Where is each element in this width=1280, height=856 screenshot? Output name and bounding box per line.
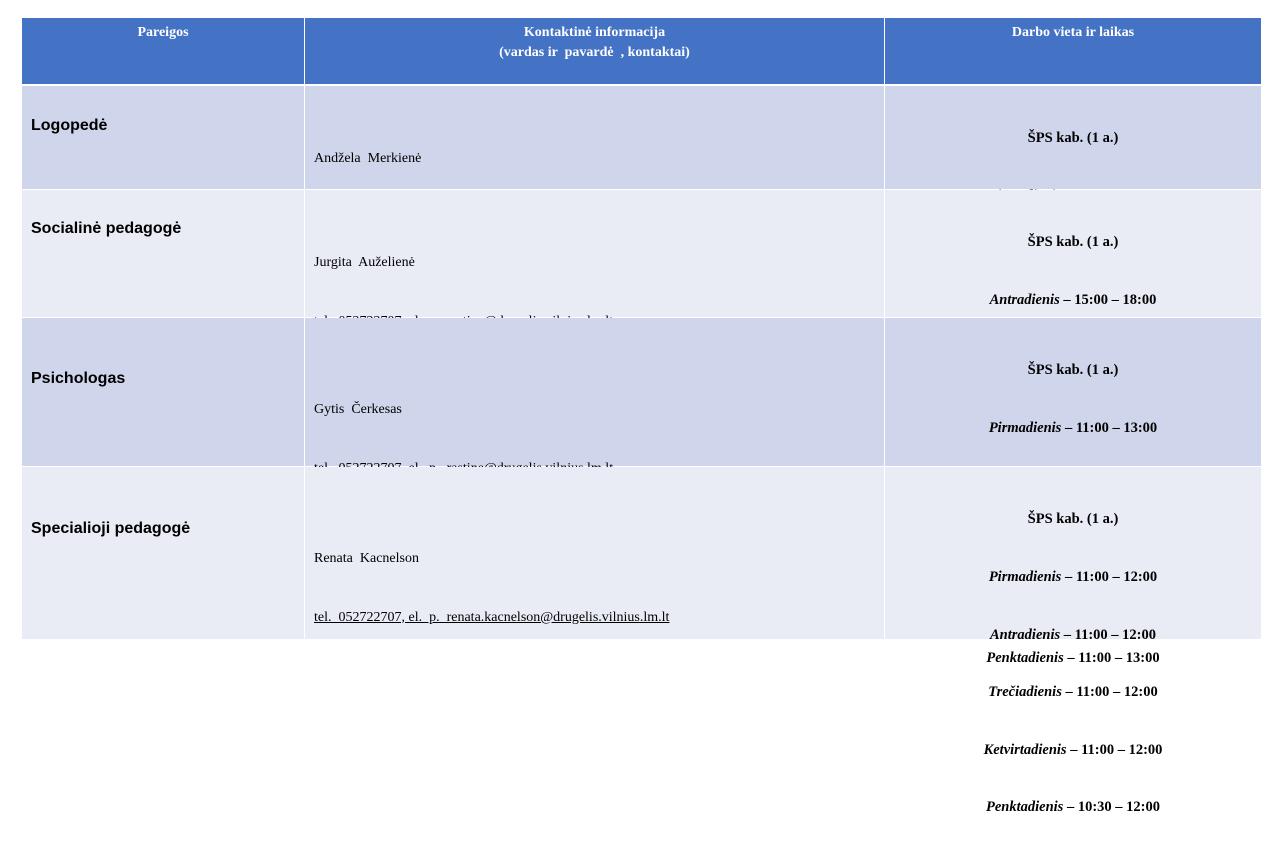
time-range: – 11:00 – 13:00	[1061, 420, 1158, 437]
weekday: Pirmadienis	[988, 569, 1062, 586]
position-cell	[22, 86, 304, 189]
weekday: Antradienis	[990, 626, 1061, 643]
weekday: Antradienis	[989, 292, 1060, 309]
header-position-label: Pareigos	[137, 25, 189, 40]
time-range: – 11:00 – 12:00	[1061, 684, 1158, 701]
location-label: ŠPS kab. (1 a.)	[1027, 130, 1119, 147]
time-range: – 11:00 – 13:00	[1063, 650, 1160, 667]
contact-cell	[305, 467, 884, 639]
header-contact-label: Kontaktinė informacija	[523, 25, 666, 40]
person-name: Andžela Merkienė	[314, 151, 422, 166]
position-title: Specialioji pedagogė	[31, 520, 191, 537]
weekday: Penktadienis	[985, 799, 1064, 816]
person-name: Jurgita Auželienė	[314, 255, 415, 270]
contact-link[interactable]: tel. 052722707, el. p. renata.kacnelson@drugelis.vilnius.lm.lt	[314, 609, 670, 625]
schedule-line	[885, 798, 1261, 817]
contact-cell	[305, 86, 884, 189]
contact-cell	[305, 318, 884, 466]
person-name: Renata Kacnelson	[314, 551, 419, 566]
schedule-line	[885, 741, 1261, 760]
table-row	[22, 86, 1261, 189]
position-cell	[22, 318, 304, 466]
schedule-line	[885, 568, 1261, 587]
time-range: – 11:00 – 12:00	[1060, 626, 1156, 643]
schedule-cell	[885, 86, 1261, 189]
weekday: Pirmadienis	[988, 420, 1062, 437]
header-workplace	[885, 18, 1261, 84]
contact-cell	[305, 190, 884, 317]
time-range: – 15:00 – 18:00	[1059, 292, 1157, 309]
location-label: ŠPS kab. (1 a.)	[1027, 362, 1119, 379]
position-title: Psichologas	[31, 370, 126, 387]
header-contact-sublabel: (vardas ir pavardė , kontaktai)	[499, 45, 690, 60]
location-label: ŠPS kab. (1 a.)	[1027, 511, 1119, 528]
table-header-row	[22, 18, 1261, 84]
table-row	[22, 190, 1261, 317]
weekday: Trečiadienis	[988, 684, 1062, 701]
schedule-line	[885, 419, 1261, 438]
schedule-line	[885, 683, 1261, 702]
time-range: – 11:00 – 12:00	[1066, 741, 1163, 758]
weekday: Ketvirtadienis	[983, 741, 1067, 758]
weekday: Penktadienis	[986, 650, 1064, 667]
schedule-line	[885, 626, 1261, 645]
position-title: Socialinė pedagogė	[31, 220, 182, 237]
header-position	[22, 18, 304, 84]
time-range: – 11:00 – 12:00	[1061, 569, 1158, 586]
position-cell	[22, 467, 304, 639]
position-title: Logopedė	[31, 117, 108, 134]
location-label: ŠPS kab. (1 a.)	[1027, 234, 1119, 251]
schedule-line	[885, 291, 1261, 310]
position-cell	[22, 190, 304, 317]
header-workplace-label: Darbo vieta ir laikas	[1011, 25, 1135, 40]
schedule-cell	[885, 190, 1261, 317]
time-range: – 10:30 – 12:00	[1063, 799, 1160, 816]
person-name: Gytis Čerkesas	[314, 402, 402, 417]
header-contact	[305, 18, 884, 84]
